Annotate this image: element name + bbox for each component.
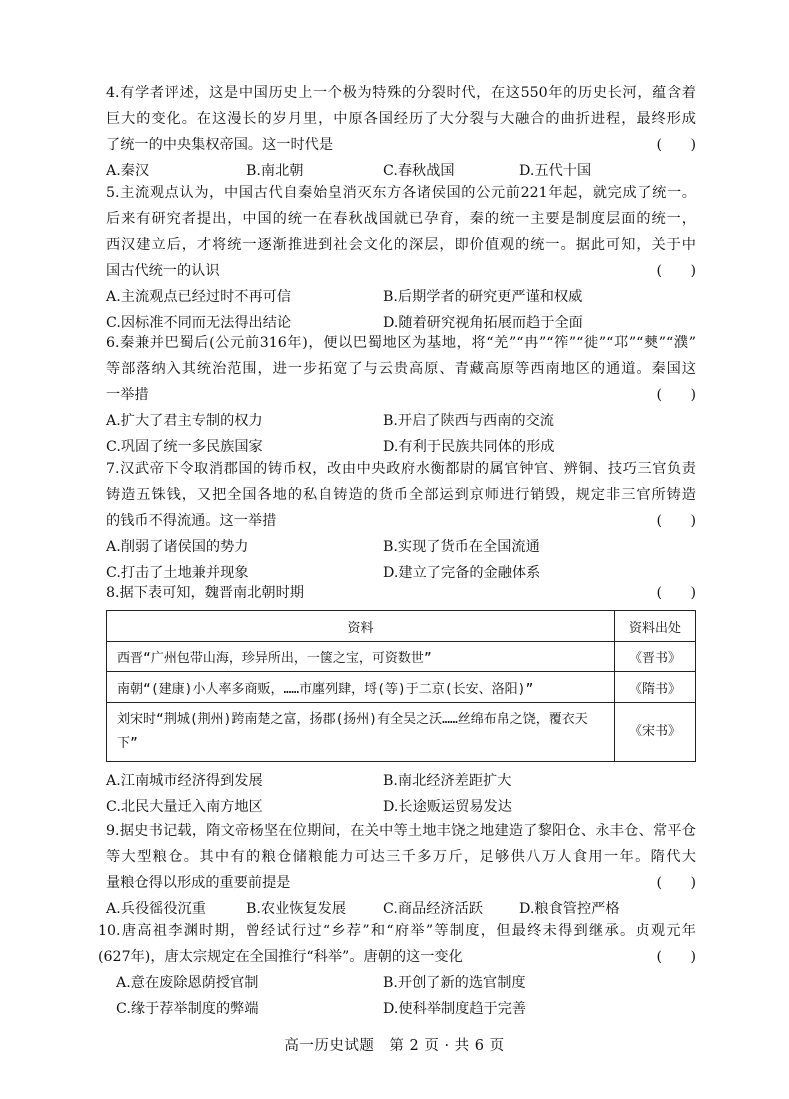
q6-line-1: 6.秦兼并巴蜀后(公元前316年)，便以巴蜀地区为基地，将“羌”“冉”“筰”“徙”“邛”“僰”“濮” xyxy=(106,335,696,351)
q8-option-d[interactable]: D.长途贩运贸易发达 xyxy=(383,799,512,815)
q5-line-1: 5.主流观点认为，中国古代自秦始皇消灭东方各诸侯国的公元前221年起，就完成了统一。 xyxy=(106,185,696,201)
q7-option-b[interactable]: B.实现了货币在全国流通 xyxy=(383,539,540,555)
q4-line-3-text: 了统一的中央集权帝国。这一时代是 xyxy=(106,137,334,153)
q6-line-2: 等部落纳入其统治范围，进一步拓宽了与云贵高原、青藏高原等西南地区的通道。秦国这 xyxy=(106,361,696,377)
q10-option-a[interactable]: A.意在废除恩荫授官制 xyxy=(116,975,259,991)
answer-bracket: ( ) xyxy=(656,875,696,891)
q4-line-2: 巨大的变化。在这漫长的岁月里，中原各国经历了大分裂与大融合的曲折进程，最终形成 xyxy=(106,111,696,127)
table-header-material: 资料 xyxy=(107,611,615,642)
answer-bracket: ( ) xyxy=(656,387,696,403)
q8-option-a[interactable]: A.江南城市经济得到发展 xyxy=(106,773,263,789)
q10-options-row-2 xyxy=(98,996,696,1022)
q4-option-a[interactable]: A.秦汉 xyxy=(106,163,150,179)
q7-option-d[interactable]: D.建立了完备的金融体系 xyxy=(383,565,541,581)
question-7 xyxy=(106,456,696,586)
table-cell-material: 刘宋时“荆城(荆州)跨南楚之富，扬郡(扬州)有全吴之沃……丝绵布帛之饶，覆衣天下” xyxy=(107,703,615,762)
q5-option-a[interactable]: A.主流观点已经过时不再可信 xyxy=(106,289,292,305)
q6-option-a[interactable]: A.扩大了君主专制的权力 xyxy=(106,413,263,429)
q9-line-3 xyxy=(106,870,696,896)
q4-option-c[interactable]: C.春秋战国 xyxy=(383,163,455,179)
table-cell-material: 西晋“广州包带山海，珍异所出，一箧之宝，可资数世” xyxy=(107,642,615,672)
answer-bracket: ( ) xyxy=(656,137,696,153)
table-cell-source: 《宋书》 xyxy=(615,703,696,762)
question-8-options xyxy=(106,768,696,820)
q5-option-d[interactable]: D.随着研究视角拓展而趋于全面 xyxy=(383,315,583,331)
q9-option-a[interactable]: A.兵役徭役沉重 xyxy=(106,901,206,917)
q6-line-3 xyxy=(106,382,696,408)
q6-option-c[interactable]: C.巩固了统一多民族国家 xyxy=(106,439,263,455)
page-footer: 高一历史试题 第 2 页 · 共 6 页 xyxy=(284,1038,505,1054)
q4-option-b[interactable]: B.南北朝 xyxy=(246,163,304,179)
q5-option-b[interactable]: B.后期学者的研究更严谨和权威 xyxy=(383,289,583,305)
table-header-source: 资料出处 xyxy=(615,611,696,642)
q9-line-1: 9.据史书记载，隋文帝杨坚在位期间，在关中等土地丰饶之地建造了黎阳仓、永丰仓、常平仓 xyxy=(106,823,696,839)
q9-option-c[interactable]: C.商品经济活跃 xyxy=(383,901,483,917)
table-cell-source: 《隋书》 xyxy=(615,672,696,703)
q8-line-1-text: 8.据下表可知，魏晋南北朝时期 xyxy=(106,585,304,601)
q9-option-d[interactable]: D.粮食管控严格 xyxy=(519,901,620,917)
table-cell-material: 南朝“(建康)小人率多商贩，……市廛列肆，埒(等)于二京(长安、洛阳)” xyxy=(107,672,615,703)
q5-line-2: 后来有研究者提出，中国的统一在春秋战国就已孕育，秦的统一主要是制度层面的统一， xyxy=(106,211,696,227)
source-table xyxy=(106,610,696,762)
q10-option-b[interactable]: B.开创了新的选官制度 xyxy=(383,975,526,991)
question-5 xyxy=(106,180,696,336)
q8-option-b[interactable]: B.南北经济差距扩大 xyxy=(383,773,512,789)
q4-option-d[interactable]: D.五代十国 xyxy=(519,163,592,179)
q5-line-3: 西汉建立后，才将统一逐渐推进到社会文化的深层，即价值观的统一。据此可知，关于中 xyxy=(106,237,696,253)
q9-line-3-text: 量粮仓得以形成的重要前提是 xyxy=(106,875,291,891)
table-row xyxy=(107,642,696,672)
table-header-row xyxy=(107,611,696,642)
question-10 xyxy=(98,918,696,1022)
q5-line-4-text: 国古代统一的认识 xyxy=(106,263,220,279)
table-cell-source: 《晋书》 xyxy=(615,642,696,672)
q10-line-1: 10.唐高祖李渊时期，曾经试行过“乡荐”和“府举”等制度，但最终未得到继承。贞观元年 xyxy=(98,923,696,939)
q7-option-a[interactable]: A.削弱了诸侯国的势力 xyxy=(106,539,249,555)
q5-option-c[interactable]: C.因标准不同而无法得出结论 xyxy=(106,315,292,331)
question-8 xyxy=(106,580,696,606)
table-row xyxy=(107,703,696,762)
table-row xyxy=(107,672,696,703)
q4-line-1: 4.有学者评述，这是中国历史上一个极为特殊的分裂时代，在这550年的历史长河，蕴含着 xyxy=(106,85,696,101)
q6-option-d[interactable]: D.有利于民族共同体的形成 xyxy=(383,439,555,455)
q6-option-b[interactable]: B.开启了陕西与西南的交流 xyxy=(383,413,554,429)
q6-options-row-1 xyxy=(106,408,696,434)
q8-options-row-2 xyxy=(106,794,696,820)
q10-options-row-1 xyxy=(98,970,696,996)
question-9 xyxy=(106,818,696,922)
q10-line-2-text: (627年)，唐太宗规定在全国推行“科举”。唐朝的这一变化 xyxy=(98,949,463,965)
q10-option-d[interactable]: D.使科举制度趋于完善 xyxy=(383,1001,527,1017)
q10-option-c[interactable]: C.缘于荐举制度的弊端 xyxy=(116,1001,259,1017)
q7-line-3-text: 的钱币不得流通。这一举措 xyxy=(106,513,277,529)
q6-line-3-text: 一举措 xyxy=(106,387,149,403)
question-4 xyxy=(106,80,696,184)
answer-bracket: ( ) xyxy=(656,513,696,529)
q9-line-2: 等大型粮仓。其中有的粮仓储粮能力可达三千多万斤，足够供八万人食用一年。隋代大 xyxy=(106,849,696,865)
question-6 xyxy=(106,330,696,460)
q7-line-1: 7.汉武帝下令取消郡国的铸币权，改由中央政府水衡都尉的属官钟官、辨铜、技巧三官负责 xyxy=(106,461,696,477)
q7-option-c[interactable]: C.打击了土地兼并现象 xyxy=(106,565,249,581)
q7-line-2: 铸造五铢钱，又把全国各地的私自铸造的货币全部运到京师进行销毁，规定非三官所铸造 xyxy=(106,487,696,503)
q5-line-4 xyxy=(106,258,696,284)
answer-bracket: ( ) xyxy=(656,585,696,601)
answer-bracket: ( ) xyxy=(656,263,696,279)
q4-line-3 xyxy=(106,132,696,158)
q10-line-2 xyxy=(98,944,696,970)
q7-line-3 xyxy=(106,508,696,534)
q5-options-row-1 xyxy=(106,284,696,310)
q9-option-b[interactable]: B.农业恢复发展 xyxy=(246,901,347,917)
q7-options-row-1 xyxy=(106,534,696,560)
q8-option-c[interactable]: C.北民大量迁入南方地区 xyxy=(106,799,263,815)
q8-line-1 xyxy=(106,580,696,606)
answer-bracket: ( ) xyxy=(656,949,696,965)
q8-options-row-1 xyxy=(106,768,696,794)
